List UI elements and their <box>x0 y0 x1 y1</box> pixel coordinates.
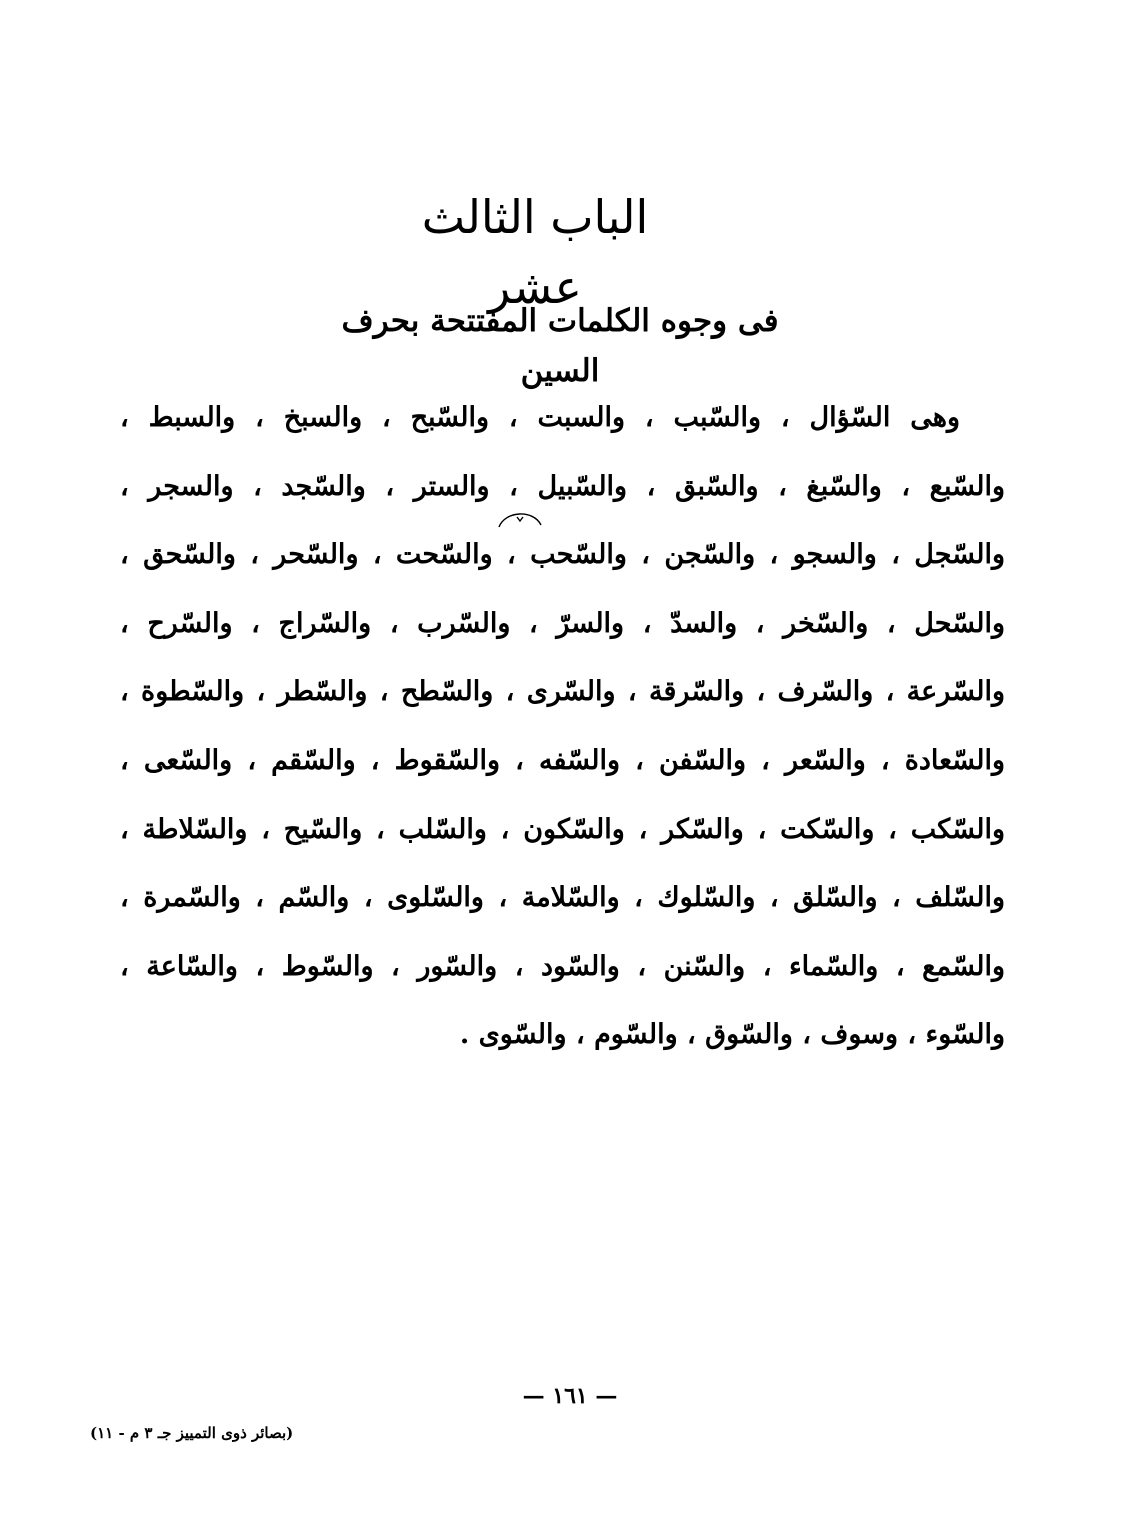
body-line: والسّجل ، والسجو ، والسّجن ، والسّحب ، والسّحت ، والسّحر ، والسّحق ، <box>120 539 1005 571</box>
body-line: والسّحل ، والسّخر ، والسدّ ، والسرّ ، والسّرب ، والسّراج ، والسّرح ، <box>120 607 1005 639</box>
body-line: والسّبع ، والسّبغ ، والسّبق ، والسّبيل ، والستر ، والسّجد ، والسجر ، <box>120 470 1005 502</box>
body-line: والسّعادة ، والسّعر ، والسّفن ، والسّفه ، والسّقوط ، والسّقم ، والسّعى ، <box>120 744 1005 776</box>
body-text <box>120 384 1005 1070</box>
body-line: والسّكب ، والسّكت ، والسّكر ، والسّكون ، والسّلب ، والسّيح ، والسّلاطة ، <box>120 813 1005 845</box>
body-line: والسّمع ، والسّماء ، والسّنن ، والسّود ، والسّور ، والسّوط ، والسّاعة ، <box>120 950 1005 982</box>
body-line: والسّرعة ، والسّرف ، والسّرقة ، والسّرى ، والسّطح ، والسّطر ، والسّطوة ، <box>120 676 1005 708</box>
page-number: — ١٦١ — <box>522 1383 618 1409</box>
source-note: (بصائر ذوى التمييز جـ ٣ م - ١١) <box>90 1424 294 1442</box>
chapter-subtitle: فى وجوه الكلمات المفتتحة بحرف السين <box>341 303 779 389</box>
chapter-title: الباب الثالث عشر <box>421 190 649 314</box>
body-line: وهى السّؤال ، والسّبب ، والسبت ، والسّبح ، والسبخ ، والسبط ، <box>120 402 960 433</box>
body-line: والسّلف ، والسّلق ، والسّلوك ، والسّلامة ، والسّلوى ، والسّم ، والسّمرة ، <box>120 882 1005 914</box>
handwritten-mark <box>495 505 545 535</box>
body-line: والسّوء ، وسوف ، والسّوق ، والسّوم ، والسّوى . <box>459 1019 1005 1051</box>
